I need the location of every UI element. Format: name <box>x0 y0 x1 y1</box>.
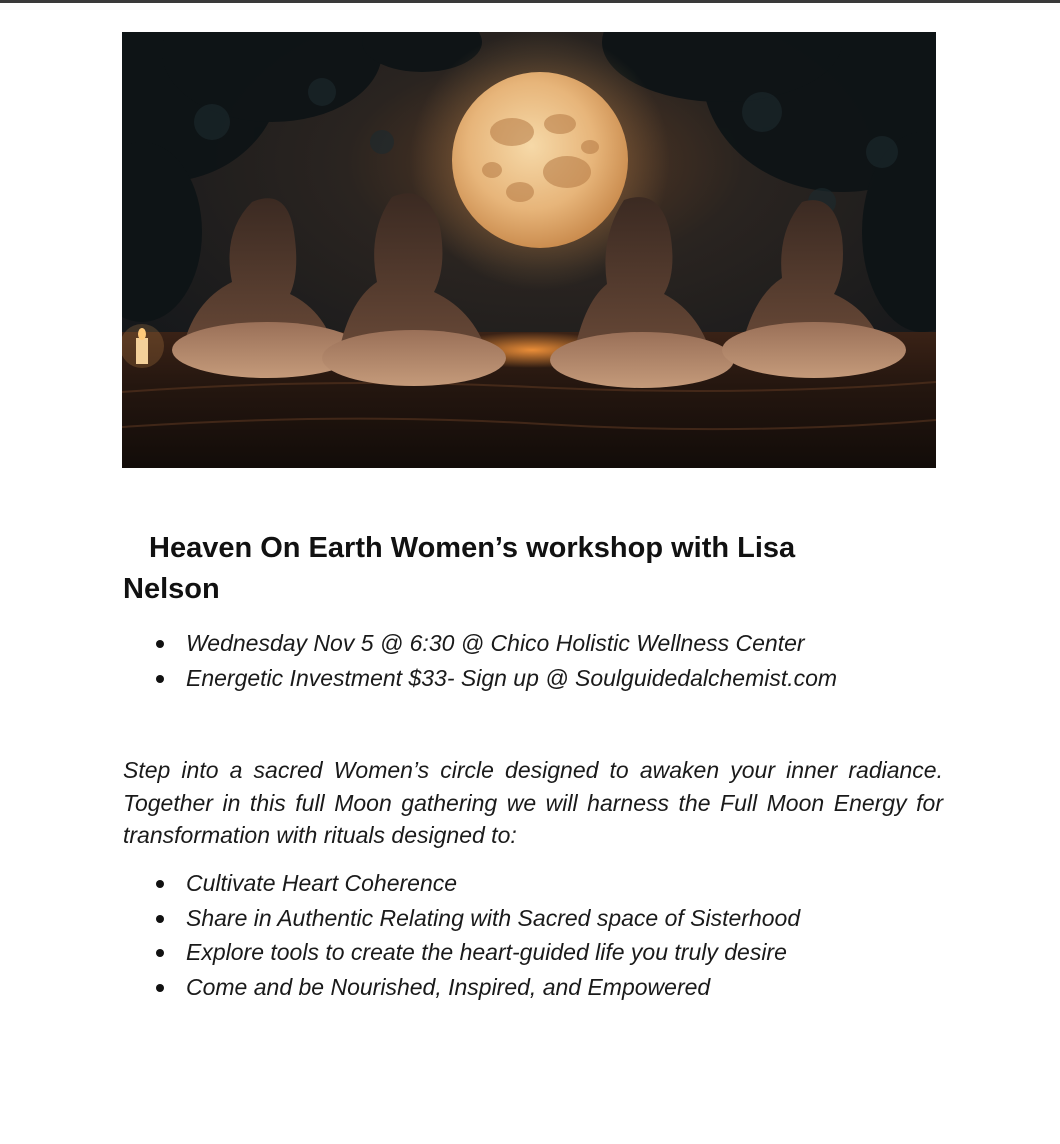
hero-image <box>122 32 936 468</box>
event-price-signup: Energetic Investment $33- Sign up @ Soulguidedalchemist.com <box>123 661 837 696</box>
ritual-item: Cultivate Heart Coherence <box>123 866 800 901</box>
full-moon-meditation-illustration <box>122 32 936 468</box>
event-title <box>123 528 883 610</box>
top-border <box>0 0 1060 3</box>
event-date-location: Wednesday Nov 5 @ 6:30 @ Chico Holistic Wellness Center <box>123 626 837 661</box>
ritual-item: Share in Authentic Relating with Sacred space of Sisterhood <box>123 901 800 936</box>
event-description: Step into a sacred Women’s circle designed to awaken your inner radiance. Together in this full Moon gathering we will harness the Full Moon Energy for transformation with rituals designed to: <box>123 757 943 848</box>
event-details-list <box>123 626 837 695</box>
event-title-text: Heaven On Earth Women’s workshop with Lisa Nelson <box>123 532 796 605</box>
ritual-item: Explore tools to create the heart-guided life you truly desire <box>123 935 800 970</box>
ritual-list <box>123 866 800 1004</box>
ritual-item: Come and be Nourished, Inspired, and Empowered <box>123 970 800 1005</box>
